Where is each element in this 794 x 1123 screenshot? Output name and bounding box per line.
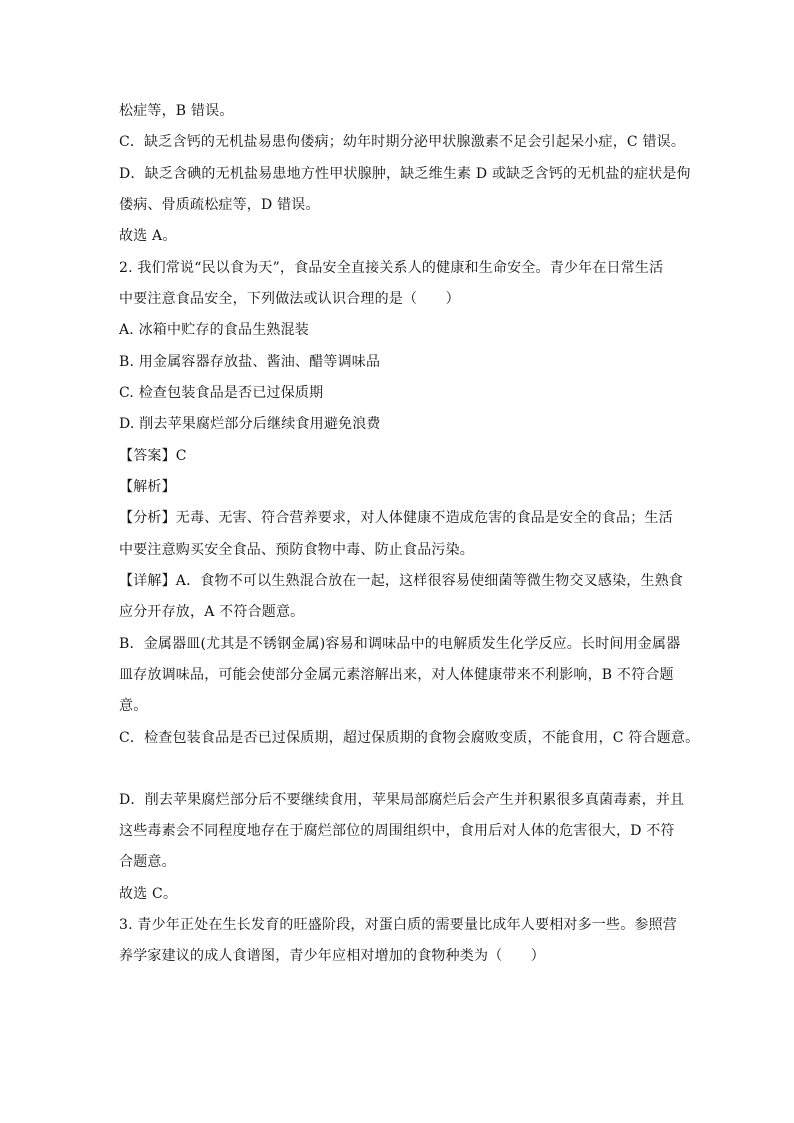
text-line: 偻病、骨质疏松症等，D 错误。: [119, 197, 320, 213]
text-line: C．缺乏含钙的无机盐易患佝偻病；幼年时期分泌甲状腺激素不足会引起呆小症，C 错误。: [119, 134, 686, 150]
detail-text: C．检查包装食品是否已过保质期，超过保质期的食物会腐败变质，不能食用，C 符合题意。: [119, 730, 700, 746]
analysis-label: 【解析】: [119, 479, 176, 495]
question-2-stem: 2. 我们常说“民以食为天”，食品安全直接关系人的健康和生命安全。青少年在日常生活: [119, 260, 664, 276]
option-c: C. 检查包装食品是否已过保质期: [119, 385, 324, 401]
detail-text: D．削去苹果腐烂部分后不要继续食用，苹果局部腐烂后会产生并积累很多真菌毒素，并且: [119, 792, 685, 808]
option-d: D. 削去苹果腐烂部分后继续食用避免浪费: [119, 416, 381, 432]
detail-text: 【详解】A．食物不可以生熟混合放在一起，这样很容易使细菌等微生物交叉感染，生熟食: [119, 573, 684, 589]
option-b: B. 用金属容器存放盐、酱油、醋等调味品: [119, 354, 381, 370]
text-line: D．缺乏含碘的无机盐易患地方性甲状腺肿，缺乏维生素 D 或缺乏含钙的无机盐的症状是佝: [119, 166, 691, 182]
detail-text: 这些毒素会不同程度地存在于腐烂部位的周围组织中，食用后对人体的危害很大，D 不符: [119, 823, 675, 839]
question-3-stem: 养学家建议的成人食谱图，青少年应相对增加的食物种类为（ ）: [119, 948, 545, 964]
detail-text: 故选 C。: [119, 886, 178, 902]
detail-text: 皿存放调味品，可能会使部分金属元素溶解出来，对人体健康带来不利影响，B 不符合题: [119, 667, 674, 683]
question-3-stem: 3. 青少年正处在生长发育的旺盛阶段，对蛋白质的需要量比成年人要相对多一些。参照营: [119, 917, 678, 933]
text-line: 松症等，B 错误。: [119, 103, 234, 119]
question-2-stem: 中要注意食品安全，下列做法或认识合理的是（ ）: [119, 291, 460, 307]
text-line: 故选 A。: [119, 228, 177, 244]
answer-label: 【答案】C: [119, 448, 187, 464]
analysis-text: 【分析】无毒、无害、符合营养要求，对人体健康不造成危害的食品是安全的食品；生活: [119, 510, 673, 526]
detail-text: 应分开存放，A 不符合题意。: [119, 604, 305, 620]
analysis-text: 中要注意购买安全食品、预防食物中毒、防止食品污染。: [119, 542, 474, 558]
detail-text: 合题意。: [119, 854, 176, 870]
detail-text: B．金属器皿(尤其是不锈钢金属)容易和调味品中的电解质发生化学反应。长时间用金属器: [119, 636, 681, 652]
detail-text: 意。: [119, 698, 148, 714]
option-a: A. 冰箱中贮存的食品生熟混装: [119, 322, 310, 338]
